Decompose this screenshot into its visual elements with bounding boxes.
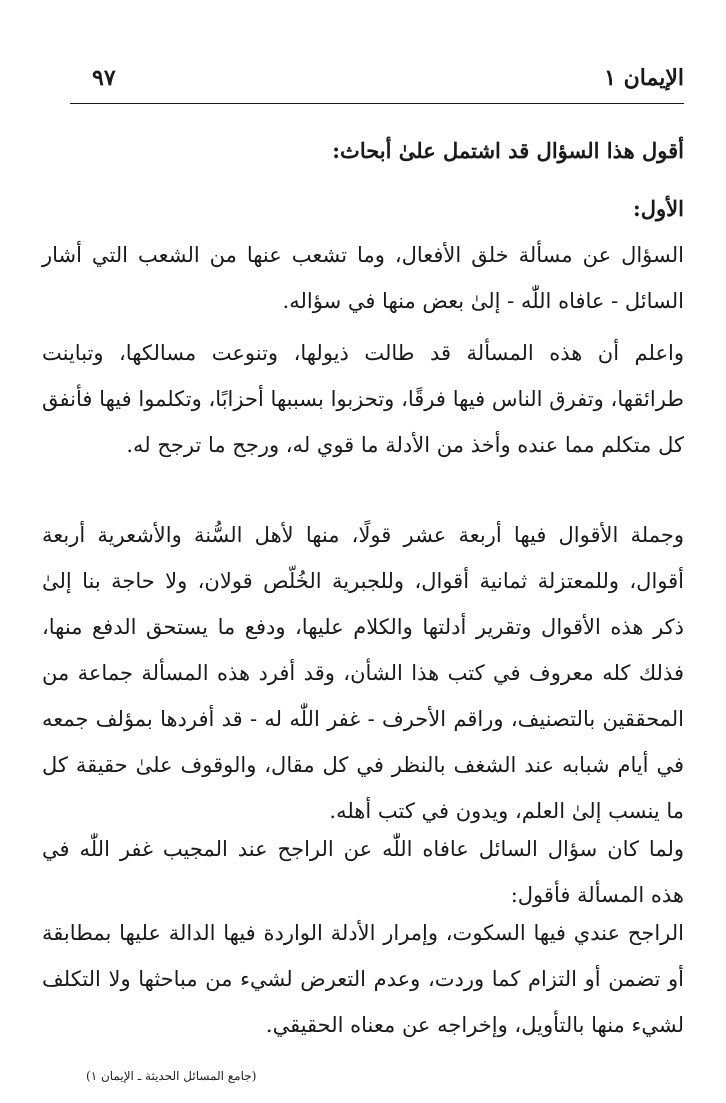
intro-heading: أقول هذا السؤال قد اشتمل علىٰ أبحاث: [332,138,684,163]
running-title: الإيمان ١ [604,65,684,91]
page-number: ٩٧ [92,65,116,91]
first-heading: الأول: [633,196,684,221]
paragraph-2: واعلم أن هذه المسألة قد طالت ذيولها، وتنوعت مسالكها، وتباينت طرائقها، وتفرق الناس فيها فرقًا، وتحزبوا بسببها أحزابًا، وتكلموا فيها فأنفق كل متكلم مما عنده وأخذ من الأدلة ما قوي له، ورجح ما ترجح له. [42,341,684,457]
header-divider [70,103,684,104]
footer-note: (جامع المسائل الحديثة ـ الإيمان ١) [86,1069,257,1083]
paragraph-3: وجملة الأقوال فيها أربعة عشر قولًا، منها لأهل السُّنة والأشعرية أربعة أقوال، وللمعتزلة ثمانية أقوال، وللجبرية الخُلّص قولان، ولا حاجة بنا إلىٰ ذكر هذه الأقوال وتقرير أدلتها والكلام عليها، ودفع ما يستحق الدفع منها، فذلك كله معروف في كتب هذا الشأن، وقد أفرد هذه المسألة جماعة من المحققين بالتصنيف، وراقم الأحرف - غفر اللّٰه له - قد أفردها بمؤلف جمعه في أيام شبابه عند الشغف بالنظر في كل مقال، والوقوف علىٰ حقيقة كل ما ينسب إلىٰ العلم، ويدون في كتب أهله. [42,523,684,823]
paragraph-4: ولما كان سؤال السائل عافاه اللّٰه عن الراجح عند المجيب غفر اللّٰه في هذه المسألة فأقول: [42,837,684,907]
paragraph-5: الراجح عندي فيها السكوت، وإمرار الأدلة الواردة فيها الدالة عليها بمطابقة أو تضمن أو التزام كما وردت، وعدم التعرض لشيء من مباحثها ولا التكلف لشيء منها بالتأويل، وإخراجه عن معناه الحقيقي. [42,921,684,1037]
paragraph-1: السؤال عن مسألة خلق الأفعال، وما تشعب عنها من الشعب التي أشار السائل - عافاه اللّٰه - إلىٰ بعض منها في سؤاله. [42,243,684,313]
